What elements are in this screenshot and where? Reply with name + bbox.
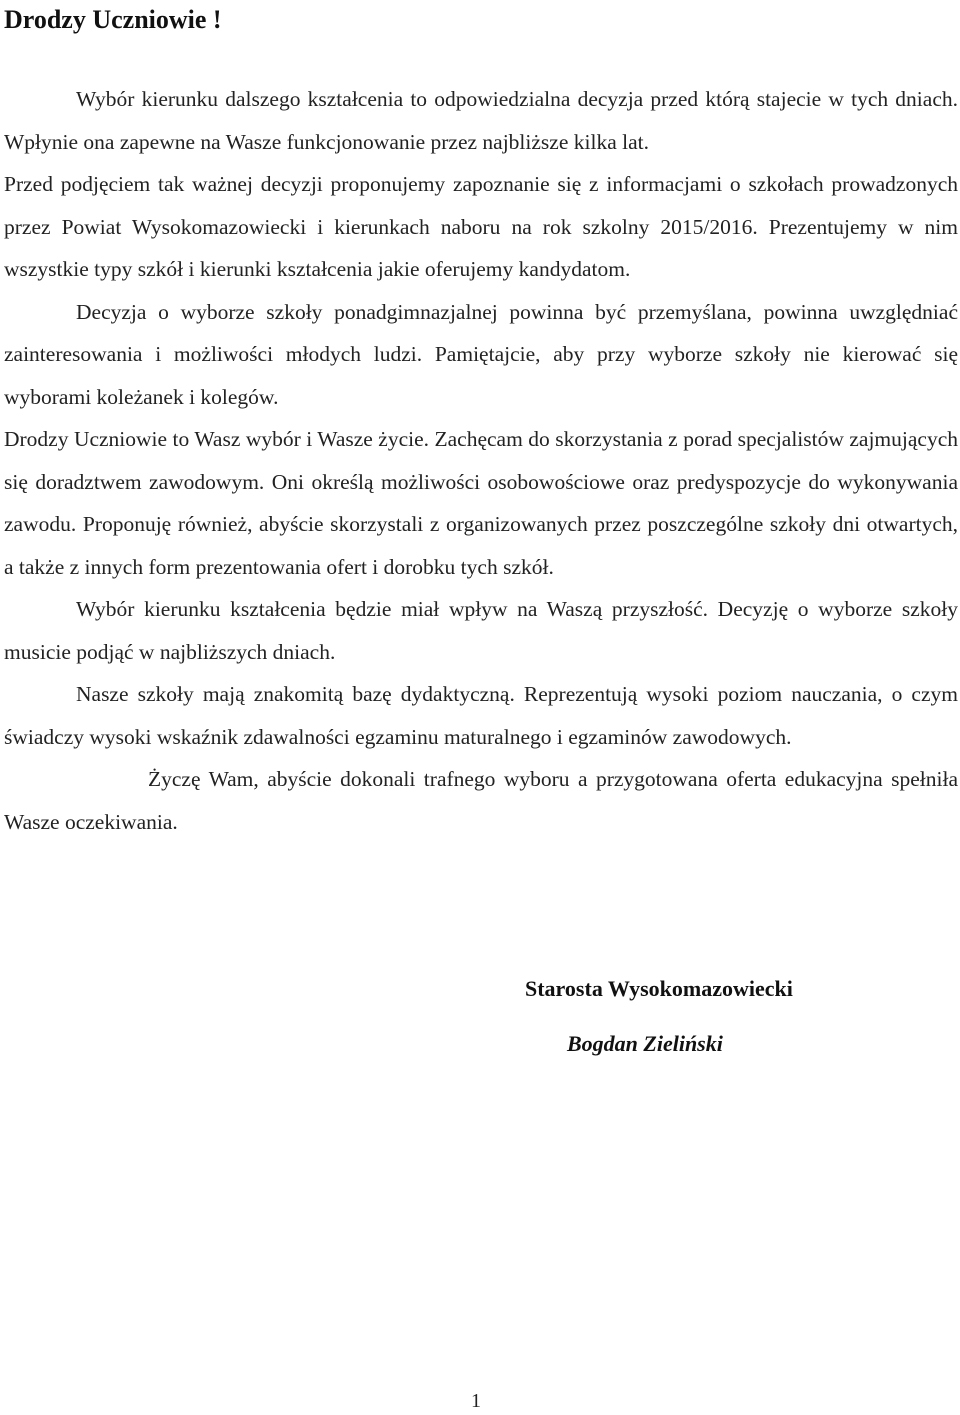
signature-title: Starosta Wysokomazowiecki — [525, 976, 793, 1001]
signature-name: Bogdan Zieliński — [567, 1031, 723, 1056]
paragraph-7: Życzę Wam, abyście dokonali trafnego wyboru a przygotowana oferta edukacyjna spełniła Wasze oczekiwania. — [4, 767, 958, 834]
paragraph-2: Przed podjęciem tak ważnej decyzji proponujemy zapoznanie się z informacjami o szkołach prowadzonych przez Powiat Wysokomazowiecki i kierunkach naboru na rok szkolny 2015/2016. Prezentujemy w nim wszystkie typy szkół i kierunki kształcenia jakie oferujemy kandydatom. — [4, 172, 958, 281]
page-number: 1 — [471, 1390, 481, 1412]
paragraph-3: Decyzja o wyborze szkoły ponadgimnazjalnej powinna być przemyślana, powinna uwzględniać zainteresowania i możliwości młodych ludzi. Pamiętajcie, aby przy wyborze szkoły nie kierować się wyborami koleżanek i kolegów. — [4, 299, 958, 409]
paragraph-1: Wybór kierunku dalszego kształcenia to odpowiedzialna decyzja przed którą stajecie w tych dniach. Wpłynie ona zapewne na Wasze funkcjonowanie przez najbliższe kilka lat. — [4, 87, 958, 154]
letter-body — [4, 78, 958, 843]
paragraph-4: Drodzy Uczniowie to Wasz wybór i Wasze życie. Zachęcam do skorzystania z porad specjalistów zajmujących się doradztwem zawodowym. Oni określą możliwości osobowościowe oraz predyspozycje do wykonywania zawodu. Proponuję również, abyście skorzystali z organizowanych przez poszczególne szkoły dni otwartych, a także z innych form prezentowania ofert i dorobku tych szkół. — [4, 427, 958, 579]
paragraph-6: Nasze szkoły mają znakomitą bazę dydaktyczną. Reprezentują wysoki poziom nauczania, o czym świadczy wysoki wskaźnik zdawalności egzaminu maturalnego i egzaminów zawodowych. — [4, 682, 958, 749]
letter-title: Drodzy Uczniowie ! — [4, 5, 222, 34]
paragraph-5: Wybór kierunku kształcenia będzie miał wpływ na Waszą przyszłość. Decyzję o wyborze szkoły musicie podjąć w najbliższych dniach. — [4, 597, 958, 664]
